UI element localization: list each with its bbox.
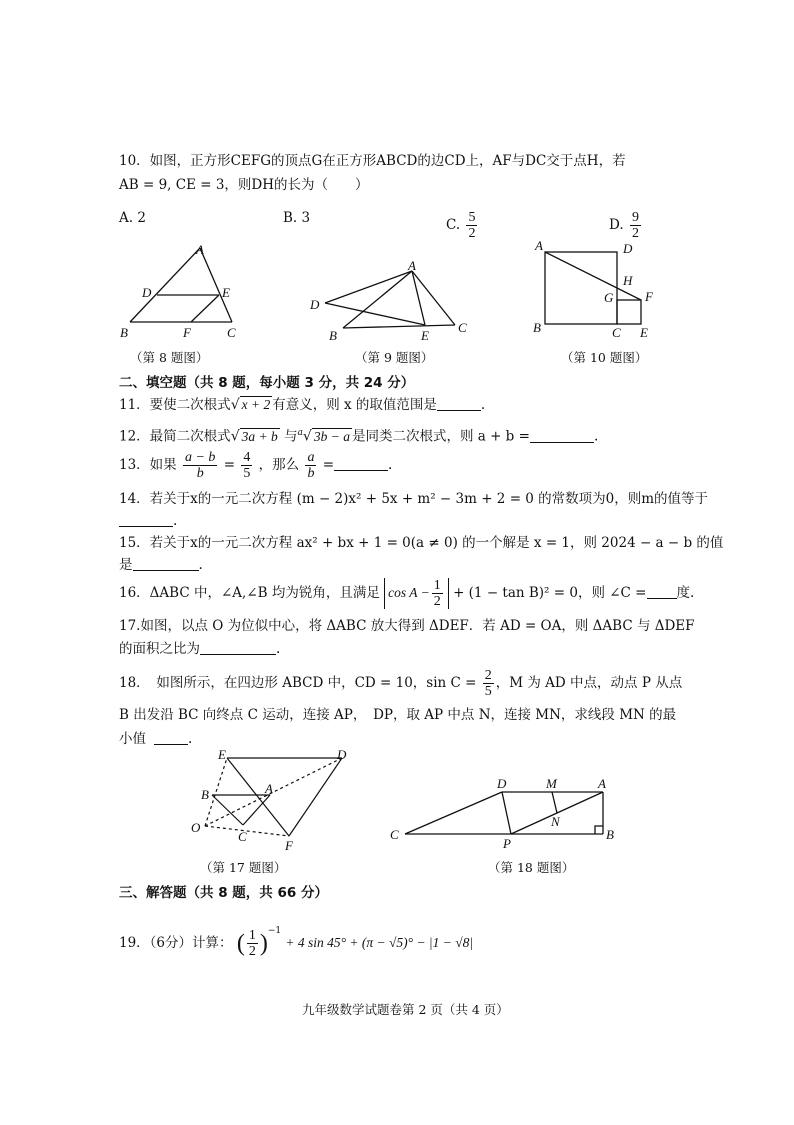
fig10-label-e: E [640,325,648,340]
q11-pre: 11．要使二次根式 [119,397,231,413]
fig10-caption: （第 10 题图） [561,350,648,365]
q12-mid: 与 [284,428,298,445]
fig18-label-p: P [503,836,511,851]
fig10-label-a: A [535,238,543,253]
q17-line1: 17.如图，以点 O 为位似中心，将 ΔABC 放大得到 ΔDEF．若 AD = OA，则 ΔABC 与 ΔDEF [119,618,695,634]
fraction-numerator: a − b [184,450,216,465]
q12-answer-blank[interactable] [530,428,594,443]
fig10-square-cefg [617,300,641,324]
q13-answer-blank[interactable] [334,456,388,471]
fig18-segment-cd [405,792,502,834]
figure-17 [185,748,360,858]
page-footer: 九年级数学试题卷第 2 页（共 4 页） [302,1002,509,1017]
fraction-numerator: 1 [248,928,256,943]
q14-line2 [119,512,177,530]
fig10-square-abcd [545,252,617,324]
fig18-label-m: M [546,776,557,791]
fig17-label-a: A [265,781,273,796]
q14-end: . [173,513,178,529]
q19 [119,912,473,963]
q12-post: 是同类二次根式，则 a + b = [351,428,530,445]
fraction-numerator: 5 [468,210,476,225]
q11 [119,396,485,414]
radical-icon: √ [230,428,240,445]
fig9-segment-bc [343,325,455,328]
fig10-label-c: C [612,325,621,340]
q10-option-d-label: D. [609,217,624,233]
radical-icon: √ [302,428,312,445]
q10-option-c-fraction [466,210,477,241]
q14-answer-blank[interactable] [119,512,173,527]
fig17-label-o: O [191,820,201,835]
fig18-label-c: C [390,827,399,842]
q19-fraction [247,928,258,959]
fig17-segment-df [289,758,342,836]
fraction-numerator: 9 [631,210,639,225]
fig17-label-c: C [238,829,247,844]
q16-answer-blank[interactable] [647,584,677,599]
q13 [119,448,392,482]
fig10-label-b: B [533,320,541,335]
fig17-ray-of [205,826,289,836]
fig18-label-a: A [598,776,606,791]
section-3-heading: 三、解答题（共 8 题，共 66 分） [119,885,328,901]
q19-exponent: −1 [267,926,282,936]
q13-post: = [322,457,335,473]
figure-18 [385,772,625,850]
fig8-caption: （第 8 题图） [130,350,209,365]
q18-line2: B 出发沿 BC 向终点 C 运动，连接 AP， DP，取 AP 中点 N，连接 MN，求线段 MN 的最 [119,707,677,723]
q14-line1: 14．若关于x的一元二次方程 (m − 2)x² + 5x + m² − 3m + 2 = 0 的常数项为0，则m的值等于 [119,491,709,507]
q13-end: . [388,457,393,473]
fig8-segment-ef [191,295,219,322]
q18-line1 [119,666,682,700]
fraction-numerator: 4 [243,450,251,465]
q18-post: ，M 为 AD 中点，动点 P 从点 [495,675,683,691]
q11-answer-blank[interactable] [437,396,481,411]
q16-cos: cos A − [388,585,430,600]
q13-fraction-1 [183,450,217,481]
q15-answer-blank[interactable] [133,556,199,571]
q15-end: . [198,557,203,573]
fig9-label-d: D [310,297,320,312]
fig18-right-angle-mark [595,826,603,834]
fraction-numerator: 1 [433,578,441,593]
q12 [119,424,598,446]
q15-line2-text: 是 [119,557,133,573]
q18-fraction [483,668,494,699]
fig18-segment-dp [502,792,511,834]
fig17-caption: （第 17 题图） [200,860,287,875]
fig9-label-b: B [329,328,337,343]
q10-option-c[interactable] [446,210,479,241]
q12-pre: 12．最简二次根式 [119,428,231,445]
q15-line1: 15．若关于x的一元二次方程 ax² + bx + 1 = 0(a ≠ 0) 的一个解是 x = 1，则 2024 − a − b 的值 [119,535,724,551]
fig9-segment-de [325,303,425,325]
fig8-label-b: B [120,325,128,340]
q11-post: 有意义，则 x 的取值范围是 [272,397,437,413]
fraction-numerator: a [307,450,315,465]
section-2-heading: 二、填空题（共 8 题，每小题 3 分，共 24 分） [119,375,415,391]
q10-line1: 10．如图，正方形CEFG的顶点G在正方形ABCD的边CD上，AF与DC交于点H，若 [119,153,626,169]
fraction-denominator: b [196,466,204,481]
q13-mid: ，那么 [258,457,300,473]
left-paren-icon: ( [236,930,245,957]
q13-pre: 13．如果 [119,457,177,473]
q16-pre: 16．ΔABC 中，∠A,∠B 均为锐角，且满足 [119,585,380,601]
fig10-label-h: H [623,273,633,288]
fig9-label-e: E [421,328,429,343]
q16-post: + (1 − tan B)² = 0，则 ∠C = [453,585,647,601]
q17-answer-blank[interactable] [200,640,276,655]
fig8-label-f: F [183,325,191,340]
fig18-segment-mn [552,792,557,813]
fraction-denominator: 2 [248,944,256,959]
figure-10 [530,237,665,345]
q18-pre: 18． 如图所示，在四边形 ABCD 中，CD = 10，sin C = [119,675,477,691]
q19-post: + 4 sin 45° + (π − √5)° − |1 − √8| [285,935,474,950]
fig17-label-b: B [201,787,209,802]
q17-end: . [276,641,281,657]
q12-end: . [593,428,599,445]
fig10-label-f: F [645,289,653,304]
q16 [119,576,694,610]
q10-option-b[interactable]: B. 3 [283,210,311,226]
q17-line2 [119,640,280,658]
fig10-label-g: G [604,290,614,305]
figure-9 [305,258,480,348]
fraction-denominator: 2 [433,594,441,609]
q18-end: . [188,731,193,747]
q16-fraction [432,578,443,609]
fraction-denominator: 5 [243,466,251,481]
right-paren-icon: ) [259,930,268,957]
q13-fraction-3 [305,450,316,481]
fig18-label-b: B [606,827,614,842]
fraction-denominator: b [307,466,315,481]
q18-answer-blank[interactable] [154,730,188,745]
q13-eq: = [223,457,236,473]
figure-8 [115,240,255,345]
fig9-label-c: C [458,320,467,335]
fraction-numerator: 2 [484,668,492,683]
fig8-label-e: E [222,285,230,300]
fig18-caption: （第 18 题图） [488,860,575,875]
fig8-label-d: D [142,285,152,300]
q12-radicand-1: 3a + b [241,428,278,444]
fig17-segment-ef [227,758,289,836]
fig18-label-n: N [551,814,560,829]
q17-line2-text: 的面积之比为 [119,641,200,657]
fig18-label-d: D [497,776,507,791]
fig9-label-a: A [408,258,416,273]
fig8-label-c: C [227,325,236,340]
q10-option-c-label: C. [446,217,461,233]
q11-radicand: x + 2 [241,397,271,412]
fig9-segment-da [325,271,412,303]
q13-fraction-2 [241,450,252,481]
q12-radicand-2: 3b − a [313,428,350,444]
fraction-denominator: 2 [631,226,639,241]
fig9-caption: （第 9 题图） [355,350,434,365]
q10-line2: AB = 9, CE = 3，则DH的长为（ ） [119,177,369,193]
fig17-segment-ac [243,795,270,825]
fig17-label-e: E [218,747,226,762]
q16-end: 度. [676,585,695,601]
q10-option-a[interactable]: A. 2 [119,210,146,226]
fig17-label-f: F [285,838,293,853]
q12-root-index: a [297,428,303,438]
fig8-label-a: A [196,242,204,257]
fraction-denominator: 5 [484,684,492,699]
q11-end: . [480,397,486,413]
fig17-label-d: D [337,747,347,762]
q18-line3 [119,730,192,748]
q18-line3-text: 小值 [119,731,146,747]
q15-line2 [119,556,203,574]
radical-icon: √ [230,397,240,413]
q16-absolute-value [384,578,449,609]
fraction-denominator: 2 [468,226,476,241]
q19-pre: 19．（6分）计算： [119,935,233,951]
fig10-label-d: D [623,241,633,256]
fig8-segment-ab [130,248,200,322]
